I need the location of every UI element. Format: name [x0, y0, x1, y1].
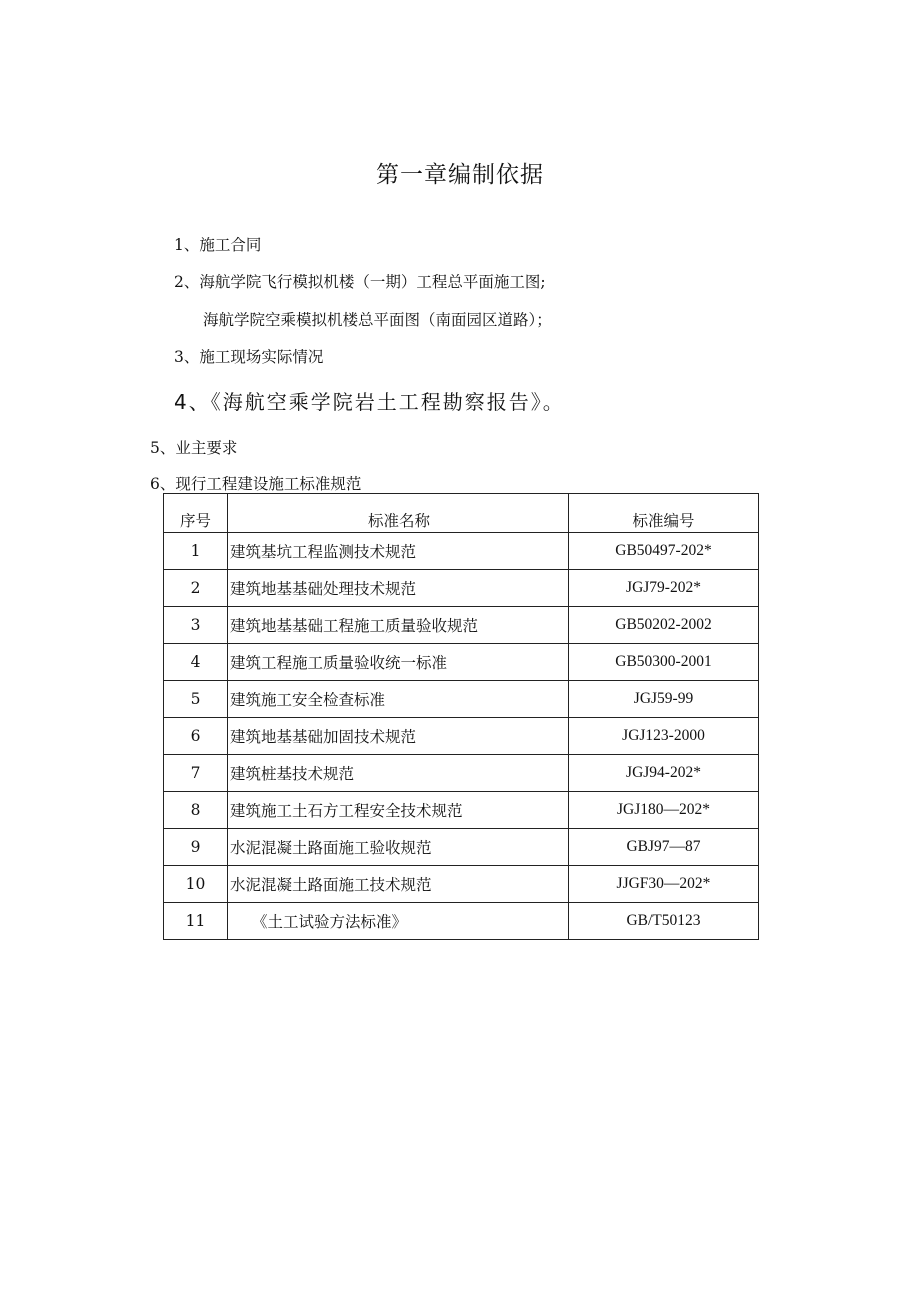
- row-standard-code: JGJ180—202*: [569, 792, 759, 829]
- table-row: [164, 755, 759, 792]
- row-standard-code: JGJ123-2000: [569, 718, 759, 755]
- row-standard-name: 建筑基坑工程监测技术规范: [228, 533, 569, 570]
- row-number: 3: [164, 607, 228, 644]
- header-standard-name: 标准名称: [228, 494, 569, 533]
- table-row: [164, 792, 759, 829]
- row-standard-name: 建筑地基基础工程施工质量验收规范: [228, 607, 569, 644]
- table-row: [164, 570, 759, 607]
- row-number: 1: [164, 533, 228, 570]
- table-row: [164, 903, 759, 940]
- row-number: 8: [164, 792, 228, 829]
- row-number: 7: [164, 755, 228, 792]
- table-header-row: [164, 494, 759, 533]
- row-standard-name: 建筑施工安全检查标准: [228, 681, 569, 718]
- row-standard-code: GB50202-2002: [569, 607, 759, 644]
- row-standard-name: 水泥混凝土路面施工技术规范: [228, 866, 569, 903]
- table-row: [164, 644, 759, 681]
- row-standard-name: 建筑施工土石方工程安全技术规范: [228, 792, 569, 829]
- basis-item-6: 6、现行工程建设施工标准规范: [150, 475, 362, 493]
- row-standard-code: GB50300-2001: [569, 644, 759, 681]
- basis-item-2: 2、海航学院飞行模拟机楼（一期）工程总平面施工图;: [174, 273, 546, 291]
- table-row: [164, 681, 759, 718]
- row-number: 9: [164, 829, 228, 866]
- basis-item-5: 5、业主要求: [150, 439, 238, 457]
- header-number: 序号: [164, 494, 228, 533]
- standards-table: [163, 493, 759, 940]
- basis-item-2-continuation: 海航学院空乘模拟机楼总平面图（南面园区道路）；: [203, 311, 552, 329]
- basis-item-1: 1、施工合同: [174, 236, 262, 254]
- row-standard-code: JGJ94-202*: [569, 755, 759, 792]
- row-standard-code: GB50497-202*: [569, 533, 759, 570]
- chapter-title: 第一章编制依据: [376, 162, 544, 188]
- row-standard-code: GBJ97—87: [569, 829, 759, 866]
- table-row: [164, 533, 759, 570]
- basis-item-4: 4、《海航空乘学院岩土工程勘察报告》。: [174, 390, 565, 414]
- row-standard-name: 建筑地基基础处理技术规范: [228, 570, 569, 607]
- table-row: [164, 866, 759, 903]
- row-standard-name: 《土工试验方法标准》: [228, 903, 569, 940]
- table-row: [164, 607, 759, 644]
- row-number: 11: [164, 903, 228, 940]
- row-number: 5: [164, 681, 228, 718]
- row-standard-name: 建筑工程施工质量验收统一标准: [228, 644, 569, 681]
- row-standard-name: 建筑地基基础加固技术规范: [228, 718, 569, 755]
- header-standard-code: 标准编号: [569, 494, 759, 533]
- basis-item-3: 3、施工现场实际情况: [174, 348, 324, 366]
- row-standard-code: JJGF30—202*: [569, 866, 759, 903]
- row-number: 2: [164, 570, 228, 607]
- row-number: 6: [164, 718, 228, 755]
- table-row: [164, 829, 759, 866]
- row-number: 4: [164, 644, 228, 681]
- row-standard-code: JGJ79-202*: [569, 570, 759, 607]
- row-standard-name: 建筑桩基技术规范: [228, 755, 569, 792]
- row-number: 10: [164, 866, 228, 903]
- row-standard-code: GB/T50123: [569, 903, 759, 940]
- table-row: [164, 718, 759, 755]
- row-standard-code: JGJ59-99: [569, 681, 759, 718]
- row-standard-name: 水泥混凝土路面施工验收规范: [228, 829, 569, 866]
